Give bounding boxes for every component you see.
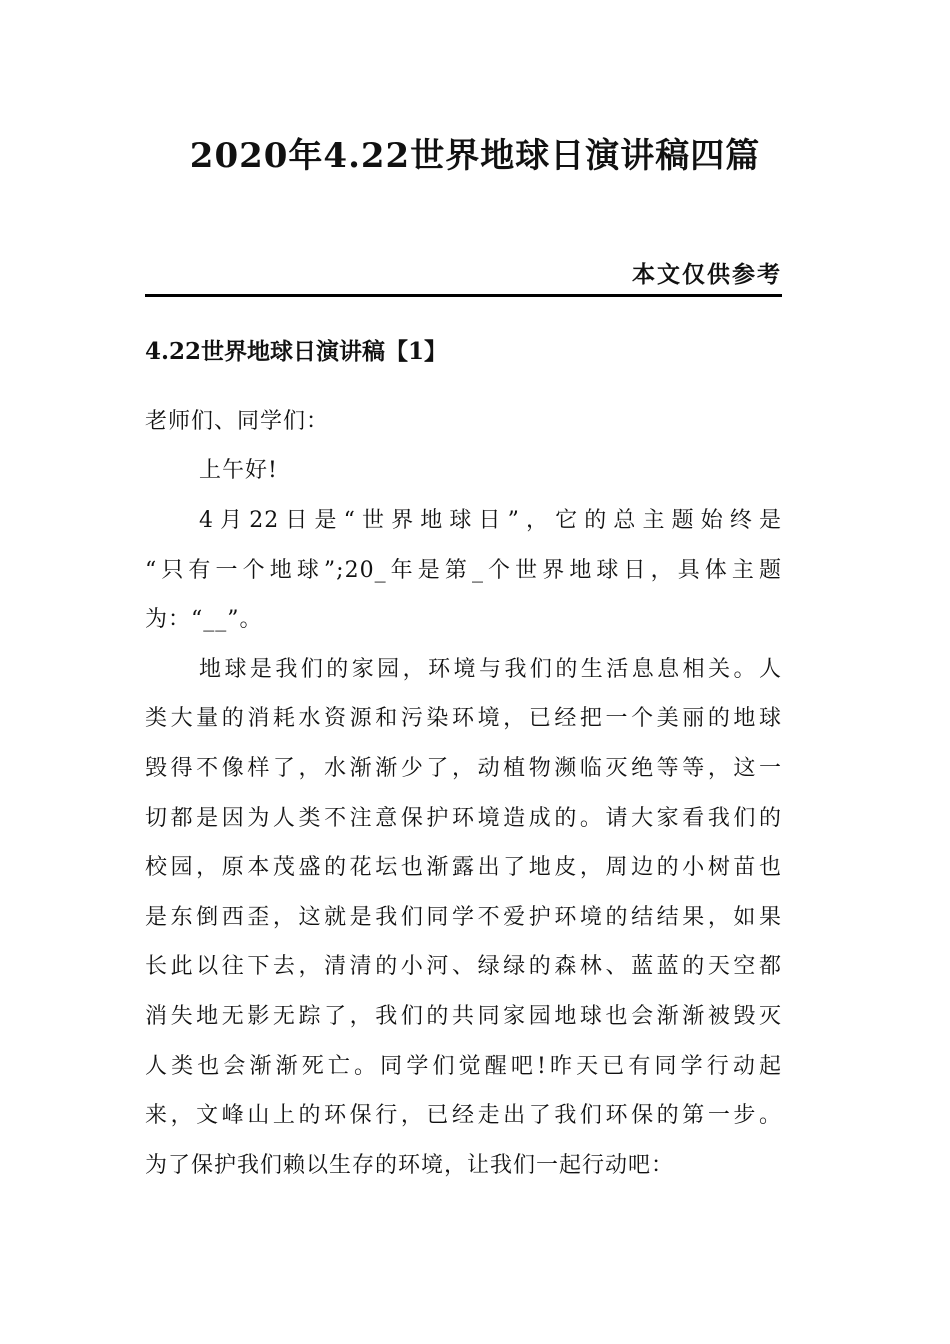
document-title: 2020年4.22世界地球日演讲稿四篇 xyxy=(189,136,761,176)
paragraph-line: 为了保护我们赖以生存的环境，让我们一起行动吧： xyxy=(145,1153,675,1178)
paragraph-line: 消失地无影无踪了，我们的共同家园地球也会渐渐被毁灭 xyxy=(145,1004,782,1029)
paragraph-line: 来，文峰山上的环保行，已经走出了我们环保的第一步。 xyxy=(145,1103,782,1128)
paragraph-line: 毁得不像样了，水渐渐少了，动植物濒临灭绝等等，这一 xyxy=(145,756,782,781)
paragraph-line: 类大量的消耗水资源和污染环境，已经把一个美丽的地球 xyxy=(145,706,782,731)
paragraph-line: “只有一个地球”;20_年是第_个世界地球日，具体主题 xyxy=(145,558,782,583)
paragraph-line: 为：“__”。 xyxy=(145,607,263,632)
paragraph-line: 人类也会渐渐死亡。同学们觉醒吧!昨天已有同学行动起 xyxy=(145,1054,782,1079)
paragraph-line: 地球是我们的家园，环境与我们的生活息息相关。人 xyxy=(199,657,782,682)
header-divider xyxy=(145,294,782,297)
paragraph-line: 校园，原本茂盛的花坛也渐露出了地皮，周边的小树苗也 xyxy=(145,855,782,880)
greeting: 上午好! xyxy=(199,458,278,483)
reference-note: 本文仅供参考 xyxy=(632,261,782,288)
paragraph-line: 4月22日是“世界地球日”，它的总主题始终是 xyxy=(199,508,782,533)
paragraph-line: 切都是因为人类不注意保护环境造成的。请大家看我们的 xyxy=(145,806,782,831)
paragraph-line: 长此以往下去，清清的小河、绿绿的森林、蓝蓝的天空都 xyxy=(145,954,782,979)
paragraph-line: 是东倒西歪，这就是我们同学不爱护环境的结结果，如果 xyxy=(145,905,782,930)
salutation: 老师们、同学们： xyxy=(145,409,330,434)
section-heading: 4.22世界地球日演讲稿【1】 xyxy=(145,338,448,365)
